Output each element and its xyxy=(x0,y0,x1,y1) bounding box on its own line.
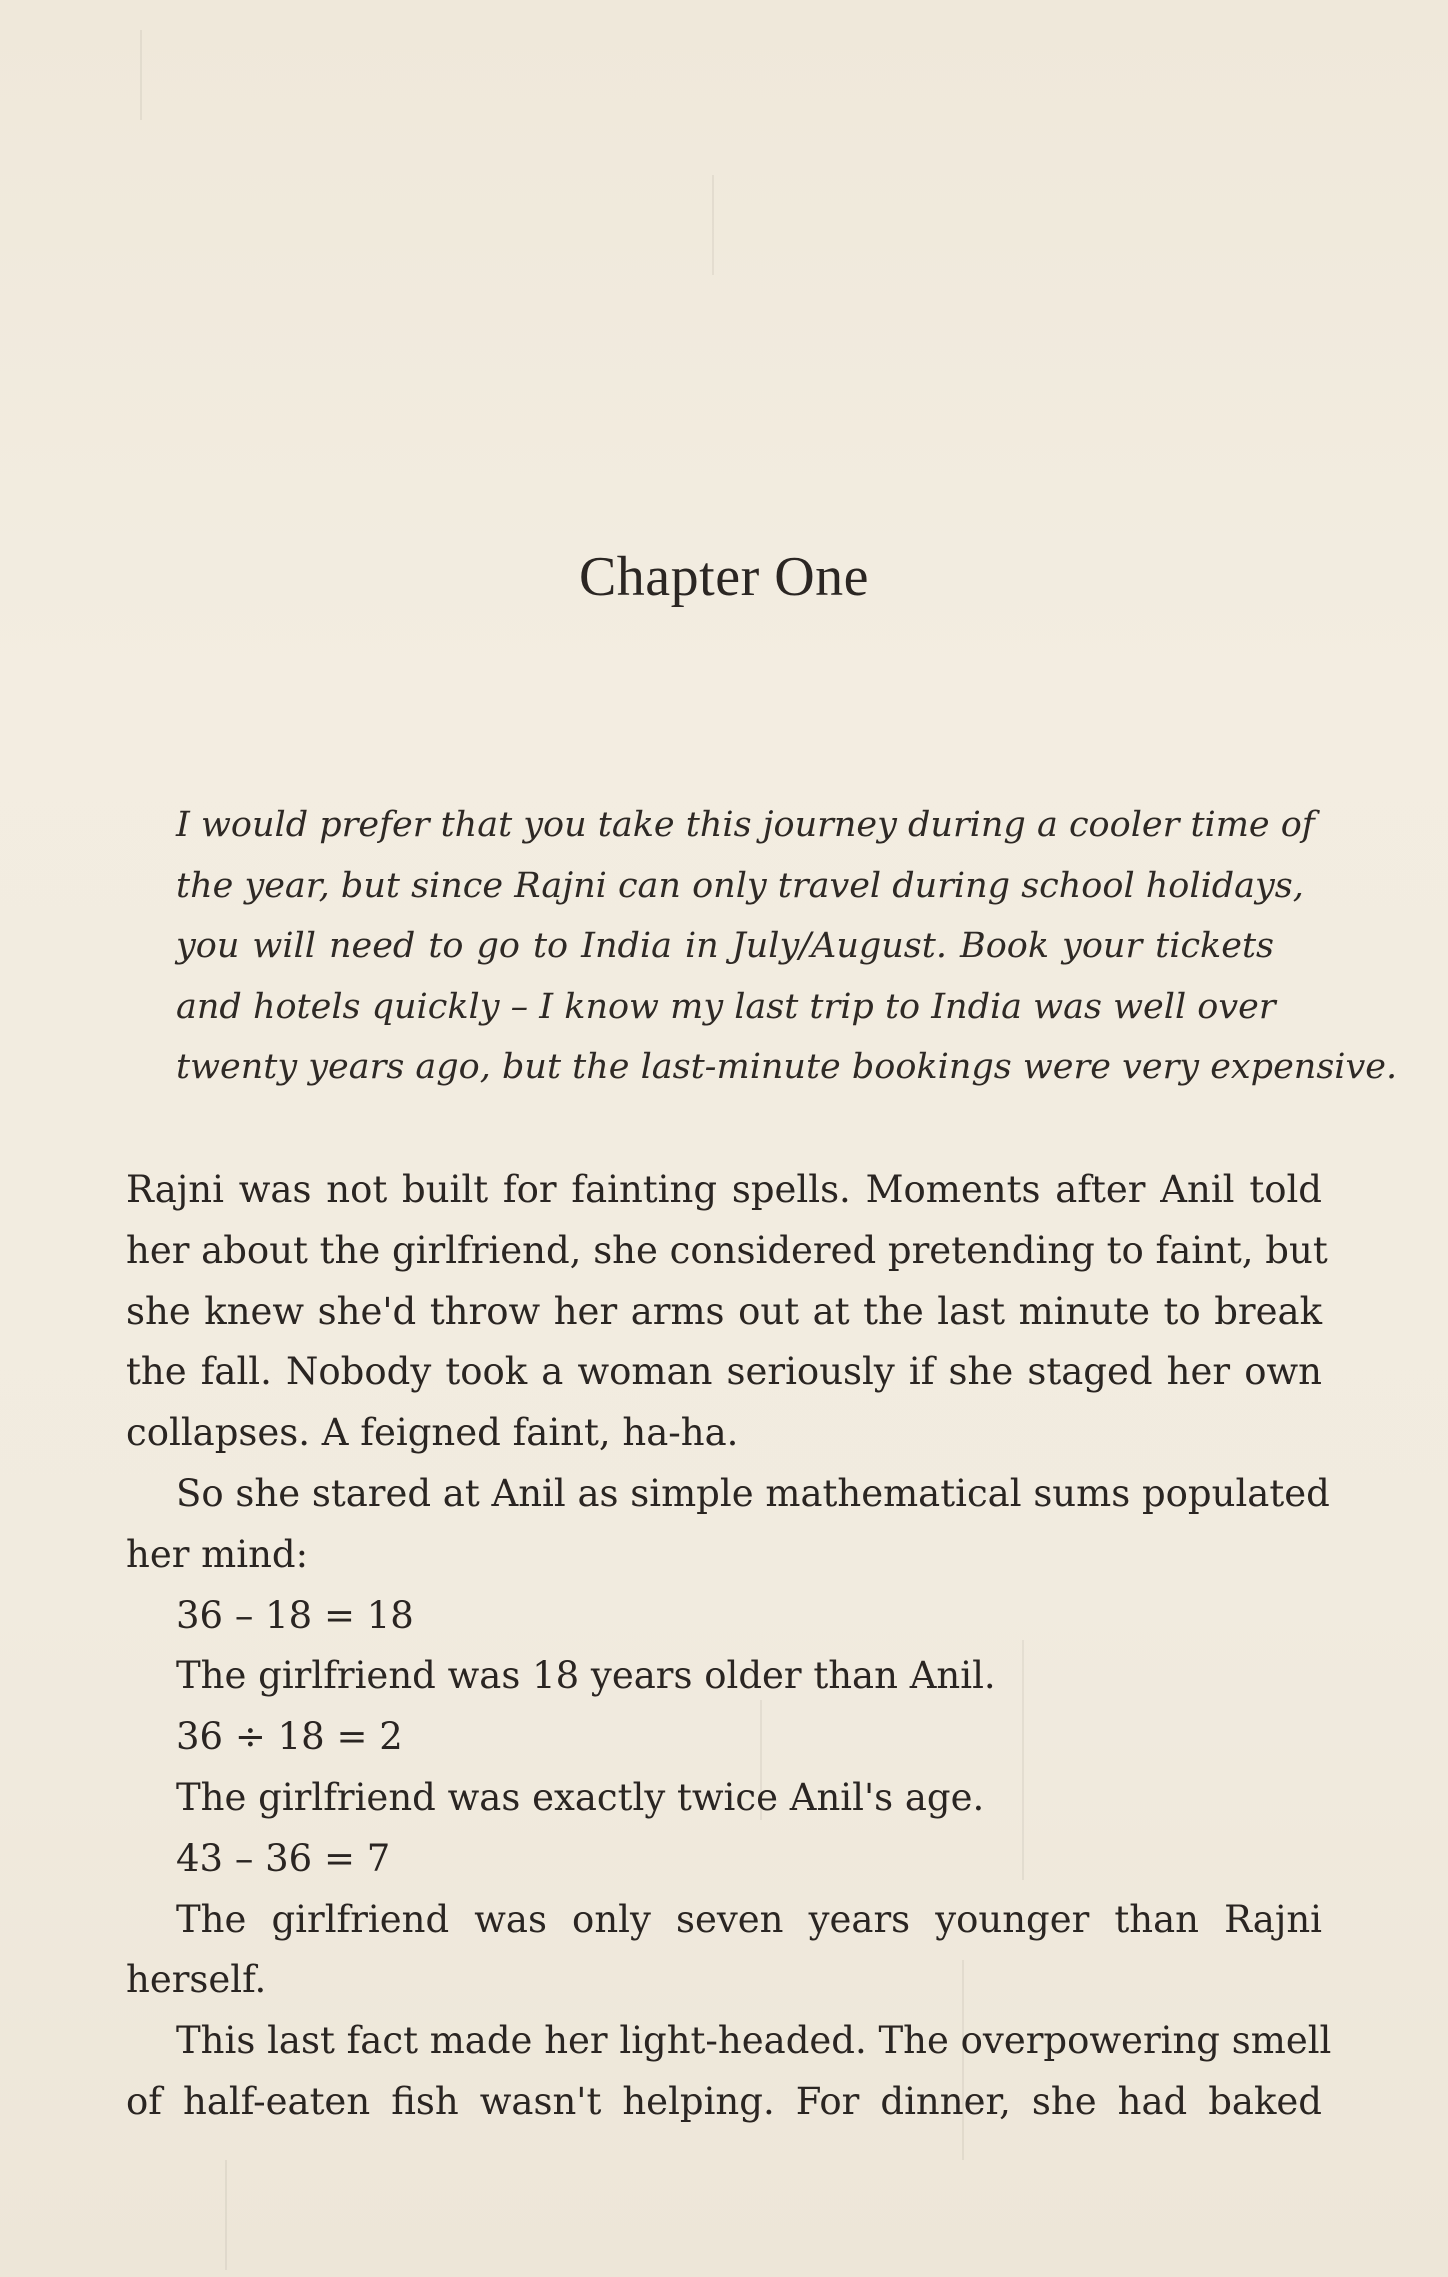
epigraph-line: and hotels quickly – I know my last trip to India was well over xyxy=(176,986,1276,1027)
epigraph-line: twenty years ago, but the last-minute bookings were very expensive. xyxy=(176,1047,1398,1087)
equation-line: 36 – 18 = 18 xyxy=(176,1593,414,1637)
body-line: of half-eaten fish wasn't helping. For dinner, she had baked xyxy=(126,2079,1322,2123)
body-line: So she stared at Anil as simple mathematical sums populated xyxy=(176,1471,1330,1515)
body-line: collapses. A feigned faint, ha-ha. xyxy=(126,1411,739,1455)
bleed-through-mark xyxy=(140,30,142,120)
body-line: herself. xyxy=(126,1958,267,2002)
body-line: the fall. Nobody took a woman seriously if she staged her own xyxy=(126,1350,1322,1394)
body-line: her about the girlfriend, she considered pretending to faint, but xyxy=(126,1228,1328,1272)
chapter-body xyxy=(126,1160,1332,2133)
body-line: Rajni was not built for fainting spells. Moments after Anil told xyxy=(126,1168,1322,1211)
body-line: The girlfriend was exactly twice Anil's age. xyxy=(176,1775,985,1819)
epigraph-line: you will need to go to India in July/August. Book your tickets xyxy=(176,926,1274,966)
body-line: her mind: xyxy=(126,1532,309,1576)
equation-line: 36 ÷ 18 = 2 xyxy=(176,1715,403,1759)
bleed-through-mark xyxy=(225,2160,227,2270)
body-line: she knew she'd throw her arms out at the last minute to break xyxy=(126,1289,1322,1333)
body-line: The girlfriend was 18 years older than Anil. xyxy=(176,1654,996,1698)
epigraph-line: the year, but since Rajni can only travel during school holidays, xyxy=(176,865,1304,906)
body-line: The girlfriend was only seven years younger than Rajni xyxy=(176,1897,1322,1941)
epigraph xyxy=(176,795,1398,1098)
bleed-through-mark xyxy=(712,175,714,275)
body-line: This last fact made her light-headed. The overpowering smell xyxy=(176,2019,1332,2063)
equation-line: 43 – 36 = 7 xyxy=(176,1836,391,1880)
epigraph-line: I would prefer that you take this journey during a cooler time of xyxy=(176,805,1315,845)
chapter-title: Chapter One xyxy=(578,546,870,608)
